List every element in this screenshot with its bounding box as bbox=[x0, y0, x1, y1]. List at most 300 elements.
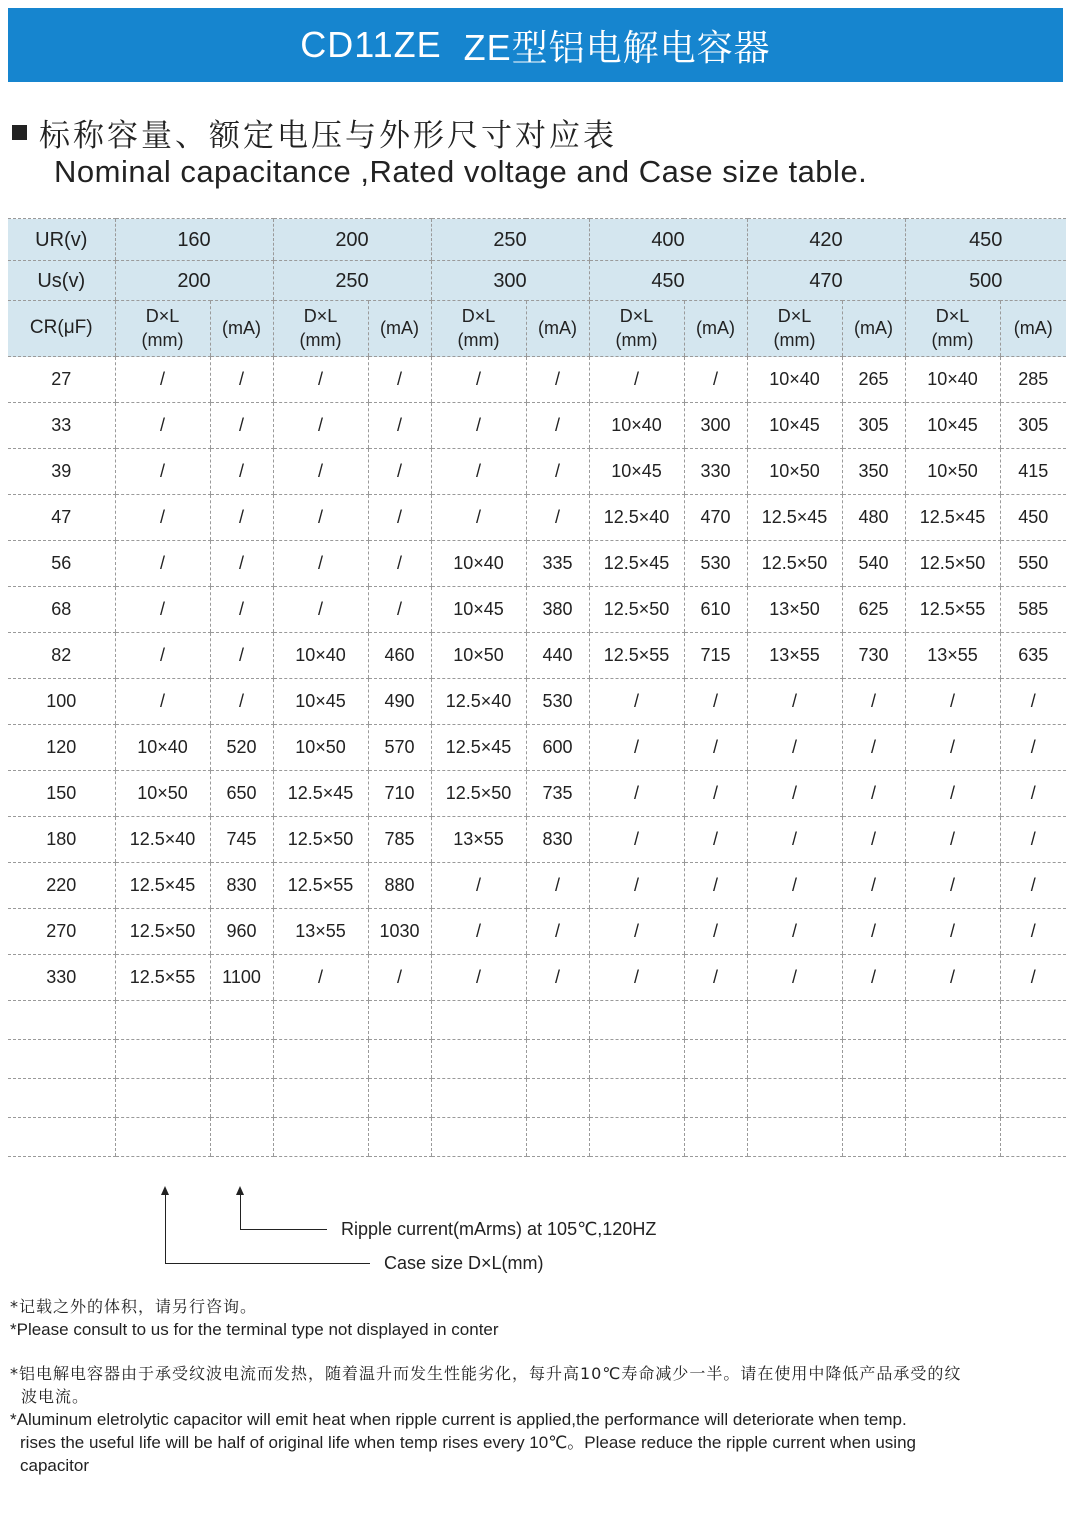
empty-cell bbox=[273, 1079, 368, 1118]
ripple-current-cell: / bbox=[1000, 863, 1066, 909]
case-size-cell: 10×40 bbox=[589, 403, 684, 449]
ripple-current-cell: / bbox=[684, 725, 747, 771]
ripple-current-cell: / bbox=[684, 817, 747, 863]
ripple-current-cell: 540 bbox=[842, 541, 905, 587]
us-cell: 300 bbox=[431, 261, 589, 301]
ripple-current-cell: 460 bbox=[368, 633, 431, 679]
table-row bbox=[8, 495, 1066, 541]
case-size-header bbox=[589, 301, 684, 357]
case-size-cell: 12.5×55 bbox=[115, 955, 210, 1001]
terminal-note-en: *Please consult to us for the terminal type not displayed in conter bbox=[10, 1320, 499, 1339]
capacitance-cell: 120 bbox=[8, 725, 115, 771]
case-size-cell: / bbox=[273, 541, 368, 587]
empty-cell bbox=[684, 1040, 747, 1079]
empty-cell bbox=[431, 1040, 526, 1079]
ripple-current-cell: 650 bbox=[210, 771, 273, 817]
ripple-current-cell: 1030 bbox=[368, 909, 431, 955]
dxl-label: D×L bbox=[303, 306, 338, 327]
ripple-current-cell: / bbox=[368, 541, 431, 587]
ripple-header: (mA) bbox=[842, 301, 905, 357]
table-row bbox=[8, 633, 1066, 679]
ripple-current-cell: 830 bbox=[210, 863, 273, 909]
empty-cell bbox=[526, 1079, 589, 1118]
case-size-cell: 13×50 bbox=[747, 587, 842, 633]
empty-cell bbox=[1000, 1001, 1066, 1040]
unit-header-row bbox=[8, 301, 1066, 357]
table-row bbox=[8, 863, 1066, 909]
case-size-cell: / bbox=[431, 495, 526, 541]
case-size-cell: / bbox=[747, 679, 842, 725]
case-size-cell: / bbox=[431, 909, 526, 955]
case-size-cell: / bbox=[273, 403, 368, 449]
table-row bbox=[8, 403, 1066, 449]
case-size-cell: / bbox=[589, 679, 684, 725]
ripple-current-cell: / bbox=[1000, 725, 1066, 771]
rated-voltage-row bbox=[8, 219, 1066, 261]
empty-cell bbox=[210, 1118, 273, 1157]
ripple-current-cell: 1100 bbox=[210, 955, 273, 1001]
empty-row bbox=[8, 1079, 1066, 1118]
case-size-annotation: Case size D×L(mm) bbox=[384, 1253, 544, 1273]
case-size-cell: / bbox=[115, 541, 210, 587]
empty-cell bbox=[273, 1001, 368, 1040]
ripple-current-cell: / bbox=[526, 495, 589, 541]
table-row bbox=[8, 909, 1066, 955]
empty-cell bbox=[1000, 1040, 1066, 1079]
empty-cell bbox=[842, 1079, 905, 1118]
case-size-cell: 10×40 bbox=[273, 633, 368, 679]
case-size-cell: / bbox=[115, 403, 210, 449]
terminal-note bbox=[10, 1295, 499, 1341]
ripple-header: (mA) bbox=[684, 301, 747, 357]
ripple-current-cell: / bbox=[526, 449, 589, 495]
case-size-cell: / bbox=[115, 679, 210, 725]
ripple-current-cell: / bbox=[842, 863, 905, 909]
case-size-cell: / bbox=[747, 725, 842, 771]
ripple-current-cell: / bbox=[684, 357, 747, 403]
empty-cell bbox=[115, 1001, 210, 1040]
case-size-cell: / bbox=[905, 771, 1000, 817]
ripple-current-cell: 350 bbox=[842, 449, 905, 495]
case-size-cell: / bbox=[431, 449, 526, 495]
case-size-cell: / bbox=[905, 909, 1000, 955]
empty-cell bbox=[526, 1040, 589, 1079]
empty-cell bbox=[684, 1079, 747, 1118]
table-row bbox=[8, 771, 1066, 817]
case-size-cell: 10×50 bbox=[115, 771, 210, 817]
empty-cell bbox=[368, 1001, 431, 1040]
section-title-cn-text: 标称容量、额定电压与外形尺寸对应表 bbox=[39, 118, 617, 154]
table-row bbox=[8, 587, 1066, 633]
case-size-cell: 10×40 bbox=[747, 357, 842, 403]
ripple-current-cell: 600 bbox=[526, 725, 589, 771]
case-size-leader-line bbox=[165, 1194, 166, 1264]
ripple-current-cell: / bbox=[210, 357, 273, 403]
case-size-cell: / bbox=[747, 863, 842, 909]
case-size-cell: 12.5×50 bbox=[747, 541, 842, 587]
case-size-cell: 12.5×55 bbox=[905, 587, 1000, 633]
case-size-cell: / bbox=[431, 955, 526, 1001]
empty-cell bbox=[115, 1118, 210, 1157]
empty-cell bbox=[431, 1001, 526, 1040]
case-size-header bbox=[431, 301, 526, 357]
ripple-current-cell: 610 bbox=[684, 587, 747, 633]
ripple-current-cell: / bbox=[842, 909, 905, 955]
ripple-current-cell: / bbox=[1000, 679, 1066, 725]
case-size-cell: / bbox=[589, 909, 684, 955]
ripple-note-cn-line2: 波电流。 bbox=[21, 1387, 90, 1406]
ripple-note bbox=[10, 1362, 961, 1477]
empty-cell bbox=[368, 1118, 431, 1157]
table-row bbox=[8, 449, 1066, 495]
case-size-header bbox=[273, 301, 368, 357]
empty-cell bbox=[526, 1001, 589, 1040]
ripple-current-cell: / bbox=[368, 587, 431, 633]
ripple-current-cell: 880 bbox=[368, 863, 431, 909]
case-size-cell: 13×55 bbox=[431, 817, 526, 863]
empty-cell bbox=[589, 1001, 684, 1040]
empty-cell bbox=[747, 1079, 842, 1118]
ripple-current-cell: 530 bbox=[526, 679, 589, 725]
mm-label: (mm) bbox=[141, 329, 184, 350]
ripple-current-cell: 265 bbox=[842, 357, 905, 403]
ripple-current-cell: / bbox=[368, 495, 431, 541]
capacitance-cell: 27 bbox=[8, 357, 115, 403]
table-row bbox=[8, 541, 1066, 587]
case-size-cell: / bbox=[905, 817, 1000, 863]
square-bullet-icon bbox=[12, 125, 27, 140]
banner-model: CD11ZE bbox=[300, 24, 442, 65]
case-size-cell: 12.5×45 bbox=[273, 771, 368, 817]
table-row bbox=[8, 955, 1066, 1001]
case-size-cell: 12.5×55 bbox=[589, 633, 684, 679]
case-size-cell: / bbox=[747, 909, 842, 955]
capacitance-cell: 270 bbox=[8, 909, 115, 955]
ripple-current-cell: / bbox=[210, 633, 273, 679]
case-size-cell: 12.5×40 bbox=[589, 495, 684, 541]
empty-cell bbox=[1000, 1118, 1066, 1157]
empty-cell bbox=[8, 1001, 115, 1040]
ripple-current-cell: / bbox=[210, 679, 273, 725]
empty-cell bbox=[115, 1079, 210, 1118]
mm-label: (mm) bbox=[457, 329, 500, 350]
case-size-cell: / bbox=[589, 955, 684, 1001]
capacitance-cell: 180 bbox=[8, 817, 115, 863]
case-size-cell: 10×50 bbox=[273, 725, 368, 771]
ripple-current-cell: 710 bbox=[368, 771, 431, 817]
ripple-current-cell: 480 bbox=[842, 495, 905, 541]
dxl-label: D×L bbox=[777, 306, 812, 327]
case-size-leader-line bbox=[165, 1263, 370, 1264]
section-title-en: Nominal capacitance ,Rated voltage and Case size table. bbox=[54, 154, 868, 189]
ripple-current-cell: 380 bbox=[526, 587, 589, 633]
case-size-cell: 12.5×45 bbox=[431, 725, 526, 771]
ripple-current-cell: 415 bbox=[1000, 449, 1066, 495]
us-label: Us(v) bbox=[8, 261, 115, 301]
case-size-cell: 10×40 bbox=[905, 357, 1000, 403]
ripple-current-cell: / bbox=[368, 403, 431, 449]
capacitance-cell: 47 bbox=[8, 495, 115, 541]
empty-cell bbox=[747, 1001, 842, 1040]
case-size-cell: 12.5×45 bbox=[589, 541, 684, 587]
case-size-cell: / bbox=[589, 771, 684, 817]
case-size-cell: / bbox=[273, 587, 368, 633]
empty-cell bbox=[684, 1001, 747, 1040]
table-row bbox=[8, 679, 1066, 725]
ripple-current-cell: / bbox=[210, 403, 273, 449]
ripple-current-cell: 470 bbox=[684, 495, 747, 541]
ripple-current-cell: 530 bbox=[684, 541, 747, 587]
empty-cell bbox=[905, 1079, 1000, 1118]
case-size-cell: / bbox=[905, 863, 1000, 909]
case-size-cell: 12.5×50 bbox=[273, 817, 368, 863]
table-row bbox=[8, 725, 1066, 771]
ripple-note-en-line2: rises the useful life will be half of original life when temp rises every 10℃。Please reduce the ripple current when using bbox=[20, 1433, 916, 1452]
ripple-current-cell: / bbox=[684, 955, 747, 1001]
ur-cell: 400 bbox=[589, 219, 747, 261]
case-size-cell: 10×50 bbox=[431, 633, 526, 679]
case-size-cell: / bbox=[747, 771, 842, 817]
capacitance-cell: 220 bbox=[8, 863, 115, 909]
ripple-current-cell: 450 bbox=[1000, 495, 1066, 541]
case-size-cell: 13×55 bbox=[273, 909, 368, 955]
empty-cell bbox=[210, 1079, 273, 1118]
table-row bbox=[8, 357, 1066, 403]
ur-cell: 450 bbox=[905, 219, 1066, 261]
case-size-cell: 12.5×40 bbox=[115, 817, 210, 863]
case-size-cell: 10×50 bbox=[905, 449, 1000, 495]
mm-label: (mm) bbox=[299, 329, 342, 350]
case-size-cell: / bbox=[115, 495, 210, 541]
ripple-current-cell: / bbox=[368, 955, 431, 1001]
ripple-current-cell: / bbox=[842, 679, 905, 725]
case-size-cell: 10×45 bbox=[589, 449, 684, 495]
empty-cell bbox=[905, 1001, 1000, 1040]
ripple-current-cell: / bbox=[1000, 955, 1066, 1001]
mm-label: (mm) bbox=[773, 329, 816, 350]
empty-cell bbox=[368, 1040, 431, 1079]
cr-label: CR(μF) bbox=[8, 301, 115, 357]
empty-cell bbox=[842, 1001, 905, 1040]
ripple-current-cell: 440 bbox=[526, 633, 589, 679]
empty-cell bbox=[273, 1118, 368, 1157]
ripple-current-cell: / bbox=[842, 817, 905, 863]
ripple-header: (mA) bbox=[526, 301, 589, 357]
empty-cell bbox=[431, 1079, 526, 1118]
us-cell: 500 bbox=[905, 261, 1066, 301]
case-size-cell: 13×55 bbox=[747, 633, 842, 679]
case-size-cell: 12.5×45 bbox=[115, 863, 210, 909]
empty-cell bbox=[747, 1040, 842, 1079]
case-size-cell: 10×45 bbox=[273, 679, 368, 725]
case-size-cell: / bbox=[273, 449, 368, 495]
case-size-cell: 10×40 bbox=[115, 725, 210, 771]
ripple-current-cell: / bbox=[842, 725, 905, 771]
capacitance-cell: 33 bbox=[8, 403, 115, 449]
case-size-cell: / bbox=[589, 817, 684, 863]
empty-cell bbox=[842, 1040, 905, 1079]
ripple-current-cell: / bbox=[1000, 771, 1066, 817]
case-size-cell: / bbox=[115, 449, 210, 495]
ripple-current-cell: 830 bbox=[526, 817, 589, 863]
ripple-current-cell: / bbox=[210, 449, 273, 495]
capacitance-cell: 100 bbox=[8, 679, 115, 725]
capacitance-cell: 330 bbox=[8, 955, 115, 1001]
section-title-cn bbox=[12, 110, 617, 155]
dxl-label: D×L bbox=[935, 306, 970, 327]
capacitance-cell: 56 bbox=[8, 541, 115, 587]
case-size-cell: 12.5×50 bbox=[431, 771, 526, 817]
dxl-label: D×L bbox=[619, 306, 654, 327]
capacitance-cell: 82 bbox=[8, 633, 115, 679]
ripple-current-cell: / bbox=[842, 771, 905, 817]
case-size-cell: 12.5×45 bbox=[905, 495, 1000, 541]
ripple-current-cell: / bbox=[526, 955, 589, 1001]
ripple-note-en-line3: capacitor bbox=[20, 1456, 89, 1475]
ripple-current-cell: 335 bbox=[526, 541, 589, 587]
ripple-note-cn-line1: *铝电解电容器由于承受纹波电流而发热，随着温升而发生性能劣化，每升高10℃寿命减少一半。请在使用中降低产品承受的纹 bbox=[10, 1364, 962, 1383]
empty-cell bbox=[842, 1118, 905, 1157]
empty-cell bbox=[273, 1040, 368, 1079]
empty-cell bbox=[368, 1079, 431, 1118]
ur-cell: 200 bbox=[273, 219, 431, 261]
case-size-cell: / bbox=[747, 955, 842, 1001]
case-size-cell: / bbox=[431, 357, 526, 403]
ripple-current-cell: 490 bbox=[368, 679, 431, 725]
empty-cell bbox=[747, 1118, 842, 1157]
table-row bbox=[8, 817, 1066, 863]
ripple-current-cell: / bbox=[210, 541, 273, 587]
ripple-current-cell: / bbox=[684, 909, 747, 955]
case-size-cell: 13×55 bbox=[905, 633, 1000, 679]
empty-cell bbox=[589, 1118, 684, 1157]
us-cell: 450 bbox=[589, 261, 747, 301]
empty-cell bbox=[210, 1040, 273, 1079]
case-size-cell: / bbox=[115, 633, 210, 679]
case-size-cell: 12.5×50 bbox=[589, 587, 684, 633]
terminal-note-cn: *记载之外的体积，请另行咨询。 bbox=[10, 1297, 258, 1316]
case-size-cell: 12.5×55 bbox=[273, 863, 368, 909]
ripple-current-cell: 285 bbox=[1000, 357, 1066, 403]
case-size-cell: / bbox=[431, 863, 526, 909]
ripple-current-cell: / bbox=[684, 771, 747, 817]
ripple-current-cell: 745 bbox=[210, 817, 273, 863]
case-size-cell: / bbox=[273, 955, 368, 1001]
case-size-cell: / bbox=[273, 495, 368, 541]
ripple-leader-line bbox=[240, 1229, 327, 1230]
case-size-cell: 12.5×50 bbox=[115, 909, 210, 955]
case-size-cell: / bbox=[115, 587, 210, 633]
dxl-label: D×L bbox=[145, 306, 180, 327]
ripple-current-cell: 300 bbox=[684, 403, 747, 449]
case-size-cell: / bbox=[905, 679, 1000, 725]
empty-cell bbox=[1000, 1079, 1066, 1118]
case-size-header bbox=[747, 301, 842, 357]
ripple-current-cell: 550 bbox=[1000, 541, 1066, 587]
capacitance-cell: 68 bbox=[8, 587, 115, 633]
case-size-cell: / bbox=[115, 357, 210, 403]
case-size-cell: / bbox=[589, 863, 684, 909]
banner-title: ZE型铝电解电容器 bbox=[463, 26, 771, 68]
ripple-current-cell: 730 bbox=[842, 633, 905, 679]
empty-cell bbox=[684, 1118, 747, 1157]
ripple-current-cell: 785 bbox=[368, 817, 431, 863]
case-size-cell: 10×45 bbox=[431, 587, 526, 633]
case-size-cell: / bbox=[747, 817, 842, 863]
empty-cell bbox=[431, 1118, 526, 1157]
ripple-current-cell: 305 bbox=[842, 403, 905, 449]
case-size-cell: 10×45 bbox=[905, 403, 1000, 449]
ripple-current-cell: 625 bbox=[842, 587, 905, 633]
case-size-cell: / bbox=[589, 725, 684, 771]
case-size-cell: 12.5×40 bbox=[431, 679, 526, 725]
empty-cell bbox=[589, 1040, 684, 1079]
ripple-leader-line bbox=[240, 1194, 241, 1230]
case-size-cell: 10×40 bbox=[431, 541, 526, 587]
case-size-cell: 12.5×50 bbox=[905, 541, 1000, 587]
us-cell: 250 bbox=[273, 261, 431, 301]
dxl-label: D×L bbox=[461, 306, 496, 327]
ripple-current-cell: 715 bbox=[684, 633, 747, 679]
empty-row bbox=[8, 1001, 1066, 1040]
ur-cell: 250 bbox=[431, 219, 589, 261]
ripple-current-cell: 330 bbox=[684, 449, 747, 495]
ripple-current-cell: / bbox=[1000, 909, 1066, 955]
ripple-current-cell: 570 bbox=[368, 725, 431, 771]
ripple-current-cell: / bbox=[526, 909, 589, 955]
case-size-cell: 10×50 bbox=[747, 449, 842, 495]
case-size-cell: / bbox=[905, 955, 1000, 1001]
ripple-current-cell: 960 bbox=[210, 909, 273, 955]
title-banner bbox=[8, 8, 1063, 82]
ripple-header: (mA) bbox=[1000, 301, 1066, 357]
empty-row bbox=[8, 1118, 1066, 1157]
case-size-cell: 12.5×45 bbox=[747, 495, 842, 541]
ur-label: UR(v) bbox=[8, 219, 115, 261]
ripple-current-cell: / bbox=[210, 587, 273, 633]
ripple-annotation: Ripple current(mArms) at 105℃,120HZ bbox=[341, 1219, 657, 1239]
ripple-current-cell: 305 bbox=[1000, 403, 1066, 449]
ripple-note-en-line1: *Aluminum eletrolytic capacitor will emit heat when ripple current is applied,the performance will deteriorate when temp. bbox=[10, 1410, 907, 1429]
capacitance-cell: 150 bbox=[8, 771, 115, 817]
empty-cell bbox=[210, 1001, 273, 1040]
empty-cell bbox=[589, 1079, 684, 1118]
ripple-current-cell: / bbox=[526, 357, 589, 403]
empty-row bbox=[8, 1040, 1066, 1079]
empty-cell bbox=[8, 1040, 115, 1079]
capacitance-cell: 39 bbox=[8, 449, 115, 495]
ripple-current-cell: / bbox=[368, 357, 431, 403]
mm-label: (mm) bbox=[615, 329, 658, 350]
surge-voltage-row bbox=[8, 261, 1066, 301]
ripple-current-cell: / bbox=[526, 863, 589, 909]
case-size-cell: / bbox=[589, 357, 684, 403]
empty-cell bbox=[115, 1040, 210, 1079]
empty-cell bbox=[8, 1079, 115, 1118]
ur-cell: 420 bbox=[747, 219, 905, 261]
ripple-current-cell: / bbox=[368, 449, 431, 495]
case-size-cell: 10×45 bbox=[747, 403, 842, 449]
empty-cell bbox=[526, 1118, 589, 1157]
spec-table bbox=[8, 218, 1066, 1157]
ripple-header: (mA) bbox=[368, 301, 431, 357]
ripple-header: (mA) bbox=[210, 301, 273, 357]
us-cell: 470 bbox=[747, 261, 905, 301]
case-size-cell: / bbox=[905, 725, 1000, 771]
empty-cell bbox=[905, 1118, 1000, 1157]
ripple-current-cell: 735 bbox=[526, 771, 589, 817]
mm-label: (mm) bbox=[931, 329, 974, 350]
